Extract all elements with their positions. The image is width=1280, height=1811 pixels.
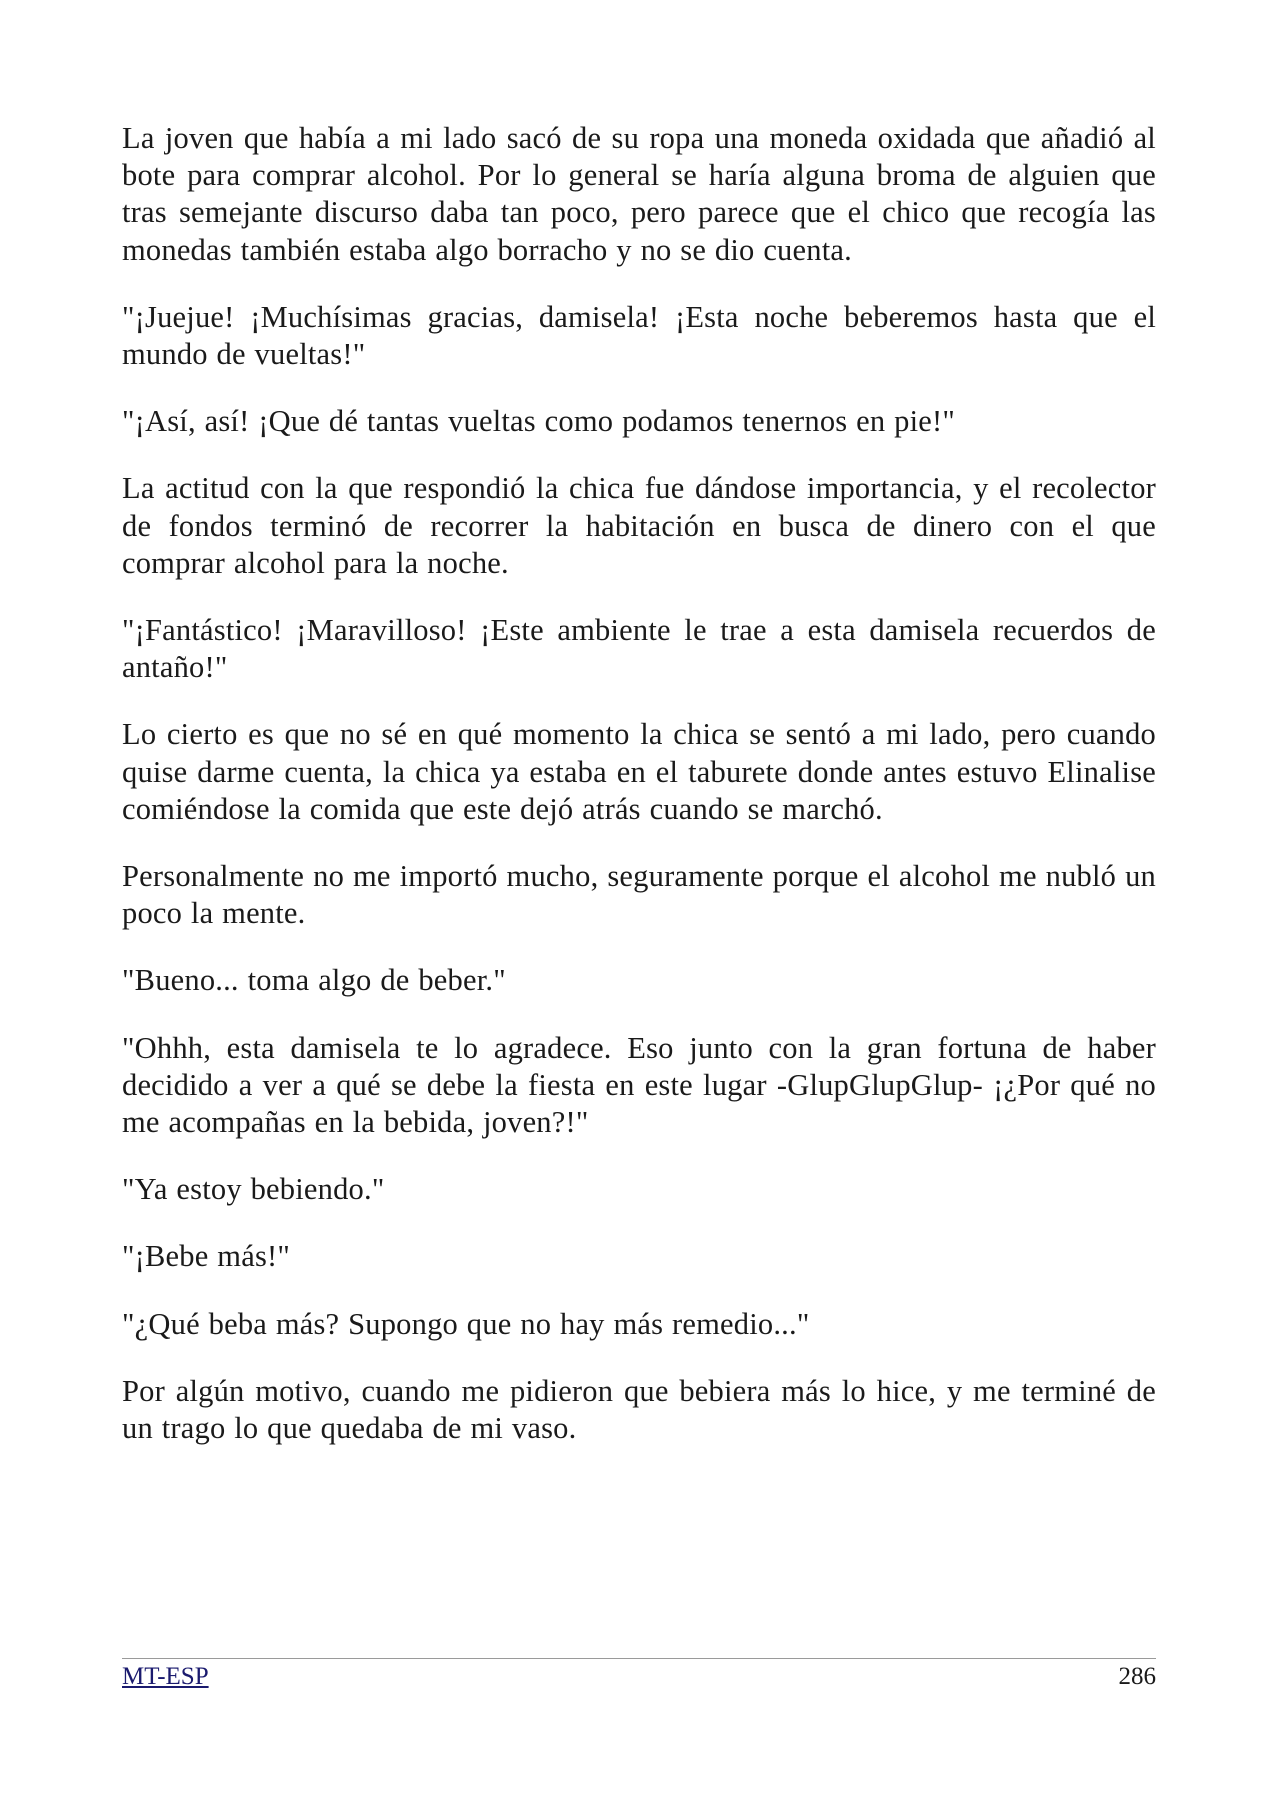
paragraph-5: "¡Fantástico! ¡Maravilloso! ¡Este ambiente le trae a esta damisela recuerdos de antaño!" [122, 613, 1156, 685]
paragraph-3: "¡Así, así! ¡Que dé tantas vueltas como podamos tenernos en pie!" [122, 404, 956, 439]
paragraph-7: Personalmente no me importó mucho, seguramente porque el alcohol me nubló un poco la mente. [122, 859, 1156, 931]
paragraph-4: La actitud con la que respondió la chica fue dándose importancia, y el recolector de fondos terminó de recorrer la habitación en busca de dinero con el que comprar alcohol para la noche. [122, 471, 1156, 580]
footer-divider [122, 1658, 1156, 1659]
page-footer [122, 1662, 1156, 1692]
page-number: 286 [1118, 1663, 1156, 1690]
footer-site-link[interactable]: MT-ESP [122, 1663, 209, 1690]
paragraph-6: Lo cierto es que no sé en qué momento la chica se sentó a mi lado, pero cuando quise darme cuenta, la chica ya estaba en el taburete donde antes estuvo Elinalise comiéndose la comida que este dejó atrás cuando se marchó. [122, 717, 1156, 826]
paragraph-2: "¡Juejue! ¡Muchísimas gracias, damisela! ¡Esta noche beberemos hasta que el mundo de vueltas!" [122, 299, 1156, 372]
paragraph-1: La joven que había a mi lado sacó de su ropa una moneda oxidada que añadió al bote para comprar alcohol. Por lo general se haría alguna broma de alguien que tras semejante discurso daba tan poco, pero parece que el chico que recogía las monedas también estaba algo borracho y no se dio cuenta. [122, 121, 1156, 267]
paragraph-13: Por algún motivo, cuando me pidieron que bebiera más lo hice, y me terminé de un trago lo que quedaba de mi vaso. [122, 1373, 1156, 1446]
paragraph-8: "Bueno... toma algo de beber." [122, 963, 506, 998]
paragraph-9: "Ohhh, esta damisela te lo agradece. Eso junto con la gran fortuna de haber decidido a ver a qué se debe la fiesta en este lugar -GlupGlupGlup- ¡¿Por qué no me acompañas en la bebida, joven?!" [122, 1030, 1156, 1140]
paragraph-11: "¡Bebe más!" [122, 1239, 291, 1274]
paragraph-10: "Ya estoy bebiendo." [122, 1172, 385, 1207]
paragraph-12: "¿Qué beba más? Supongo que no hay más remedio..." [122, 1306, 810, 1341]
page-body [122, 120, 1156, 1477]
